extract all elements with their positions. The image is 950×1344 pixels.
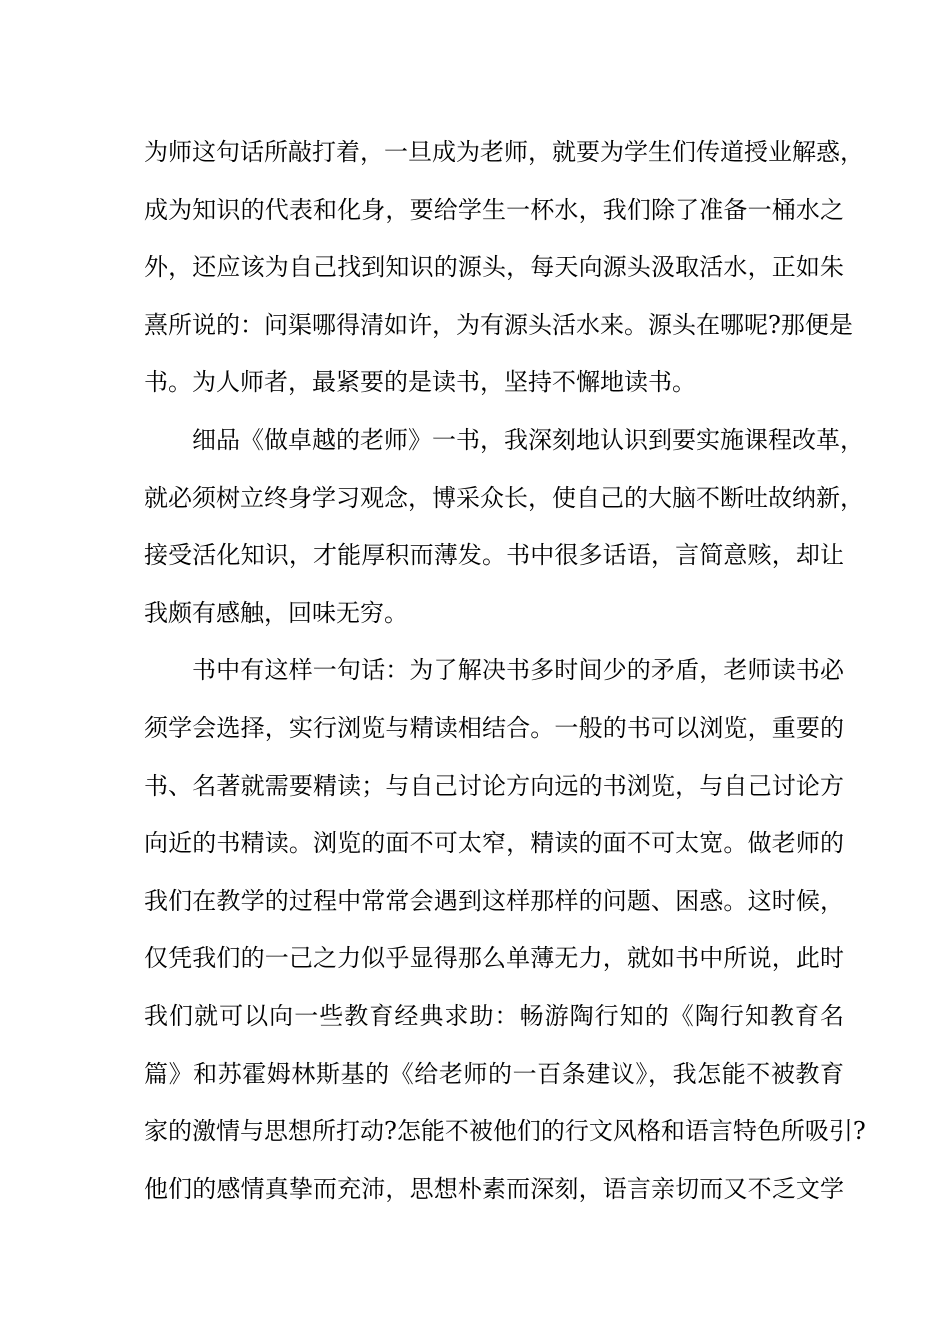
text-line: 书中有这样一句话：为了解决书多时间少的矛盾，老师读书必 <box>192 656 844 685</box>
text-line: 为师这句话所敲打着，一旦成为老师，就要为学生们传道授业解惑， <box>144 138 864 166</box>
text-line: 我颇有感触，回味无穷。 <box>144 598 408 627</box>
text-line: 他们的感情真挚而充沛，思想朴素而深刻，语言亲切而又不乏文学 <box>144 1174 844 1203</box>
text-line: 书。为人师者，最紧要的是读书，坚持不懈地读书。 <box>144 368 696 397</box>
text-line: 熹所说的：问渠哪得清如许，为有源头活水来。源头在哪呢?那便是 <box>144 310 853 339</box>
text-line: 仅凭我们的一己之力似乎显得那么单薄无力，就如书中所说，此时 <box>144 944 844 973</box>
text-line: 篇》和苏霍姆林斯基的《给老师的一百条建议》，我怎能不被教育 <box>144 1059 844 1088</box>
paragraph-1 <box>144 124 864 412</box>
text-line: 家的激情与思想所打动?怎能不被他们的行文风格和语言特色所吸引? <box>144 1117 866 1146</box>
text-line: 接受活化知识，才能厚积而薄发。书中很多话语，言简意赅，却让 <box>144 541 844 570</box>
paragraph-2 <box>144 412 864 642</box>
paragraph-3 <box>144 642 866 1218</box>
text-line: 细品《做卓越的老师》一书，我深刻地认识到要实施课程改革， <box>192 425 864 454</box>
text-line: 书、名著就需要精读；与自己讨论方向远的书浏览，与自己讨论方 <box>144 771 844 800</box>
text-line: 就必须树立终身学习观念，博采众长，使自己的大脑不断吐故纳新， <box>144 483 864 512</box>
text-line: 我们就可以向一些教育经典求助：畅游陶行知的《陶行知教育名 <box>144 1001 844 1030</box>
text-line: 向近的书精读。浏览的面不可太窄，精读的面不可太宽。做老师的 <box>144 829 844 858</box>
text-line: 成为知识的代表和化身，要给学生一杯水，我们除了准备一桶水之 <box>144 195 844 224</box>
text-line: 须学会选择，实行浏览与精读相结合。一般的书可以浏览，重要的 <box>144 713 844 742</box>
body-text <box>144 124 866 1218</box>
text-line: 外，还应该为自己找到知识的源头，每天向源头汲取活水，正如朱 <box>144 253 844 282</box>
text-line: 我们在教学的过程中常常会遇到这样那样的问题、困惑。这时候， <box>144 886 844 915</box>
